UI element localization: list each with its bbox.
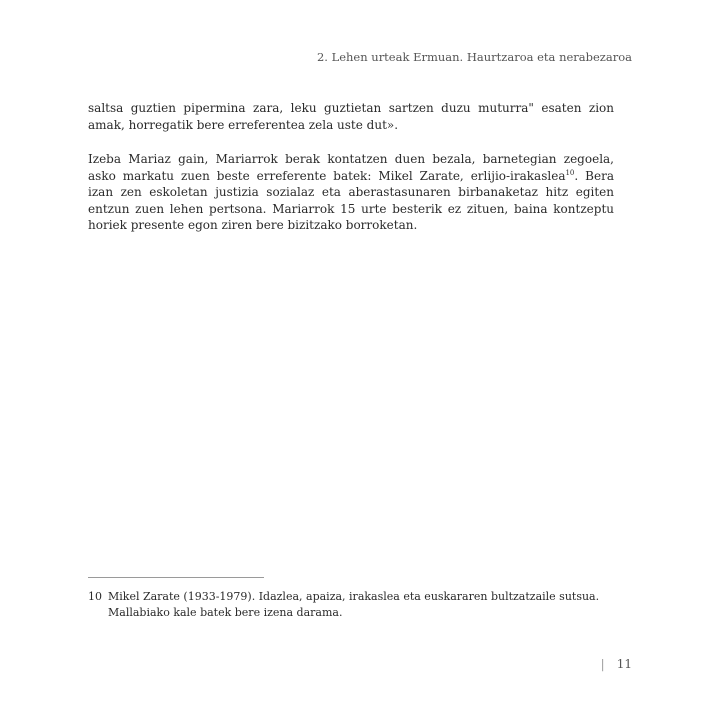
- footnote-reference: 10: [565, 168, 575, 177]
- running-header: 2. Lehen urteak Ermuan. Haurtzaroa eta nerabezaroa: [316, 50, 632, 64]
- paragraph: [88, 151, 614, 234]
- page-separator: |: [600, 657, 605, 671]
- page-footer: [601, 657, 632, 671]
- footnote-number: 10: [88, 590, 102, 603]
- footnote-divider: [88, 577, 264, 578]
- page-number: 11: [616, 657, 632, 671]
- paragraph: saltsa guztien pipermina zara, leku guztietan sartzen duzu muturra" esaten zion amak, horregatik bere erreferentea zela uste dut».: [88, 101, 614, 132]
- footnote-text: Mikel Zarate (1933-1979). Idazlea, apaiza, irakaslea eta euskararen bultzatzaile sutsua. Mallabiako kale batek bere izena darama.: [108, 590, 600, 619]
- paragraph-text: Izeba Mariaz gain, Mariarrok berak kontatzen duen bezala, barnetegian zegoela, asko markatu zuen beste erreferente batek: Mikel Zarate, erlijio-irakaslea: [88, 152, 614, 183]
- body-text: [88, 100, 614, 252]
- paragraph-text: . Bera izan zen eskoletan justizia sozialaz eta aberastasunaren birbanaketaz hitz egiten entzun zuen lehen pertsona. Mariarrok 15 urte besterik ez zituen, baina kontzeptu horiek presente egon ziren bere bizitzako borroketan.: [88, 168, 614, 232]
- footnote: [88, 589, 616, 620]
